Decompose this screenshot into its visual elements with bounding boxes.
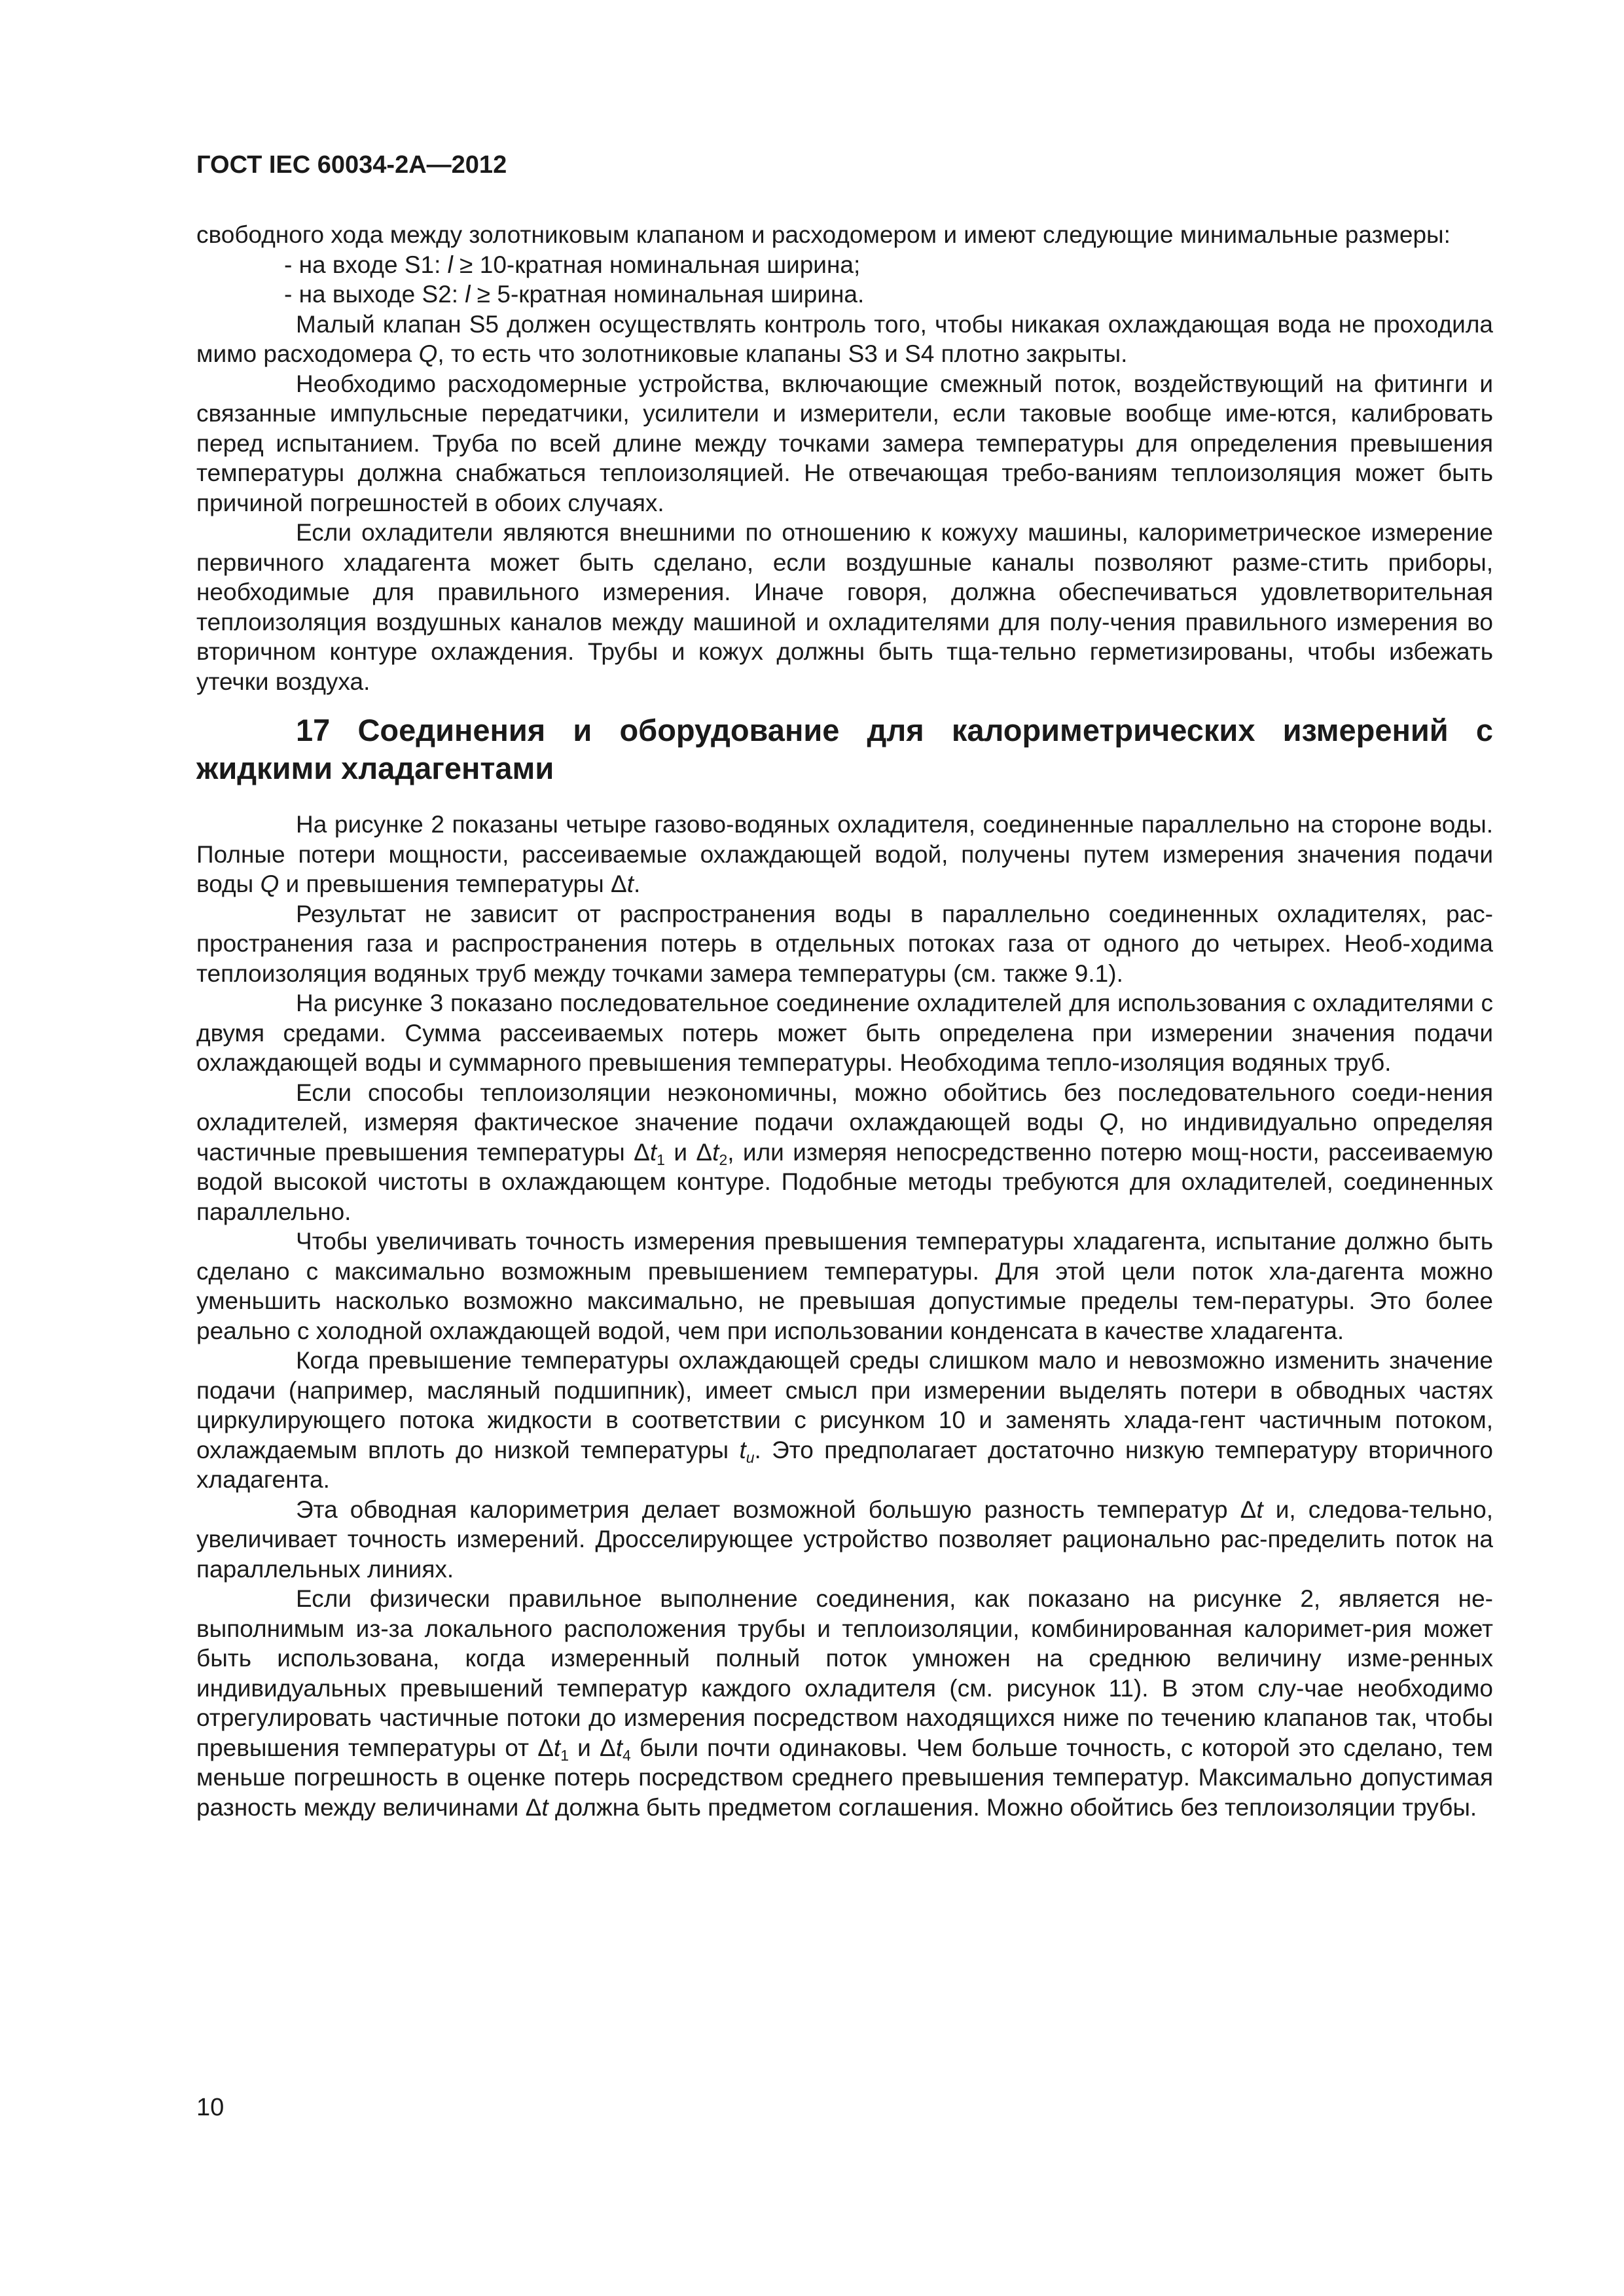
paragraph: Эта обводная калориметрия делает возможной большую разность температур Δt и, следова-тельно, увеличивает точность измерений. Дросселирующее устройство позволяет рационально рас-пределить поток на параллельных линиях. (196, 1496, 1493, 1583)
document-code-header: ГОСТ IEC 60034-2А—2012 (196, 151, 507, 179)
paragraph: Когда превышение температуры охлаждающей среды слишком мало и невозможно изменить значение подачи (например, масляный подшипник), имеет смысл при измерении выделять потери в обводных частях циркулирующего потока жидкости в соответствии с рисунком 10 и заменять хлада-гент частичным потоком, охлаждаемым вплоть до низкой температуры $t_u$. Это предполагает достаточно низкую температуру вторичного хладагента. (196, 1347, 1493, 1493)
page-number: 10 (196, 2094, 225, 2121)
paragraph: Необходимо расходомерные устройства, включающие смежный поток, воздействующий на фитинги и связанные импульсные передатчики, усилители и измерители, если таковые вообще име-ются, калибровать перед испытанием. Труба по всей длине между точками замера температуры для определения превышения температуры должна снабжаться теплоизоляцией. Не отвечающая требо-ваниям теплоизоляция может быть причиной погрешностей в обоих случаях. (196, 370, 1493, 516)
paragraph: Результат не зависит от распространения воды в параллельно соединенных охладителях, рас-пространения газа и распространения потерь в отдельных потоках газа от одного до четырех. Необ-ходима теплоизоляция водяных труб между точками замера температуры (см. также 9.1). (196, 900, 1493, 987)
document-body (196, 220, 1493, 1822)
paragraph: Если охладители являются внешними по отношению к кожуху машины, калориметрическое измерение первичного хладагента может быть сделано, если воздушные каналы позволяют разме-стить приборы, необходимые для правильного измерения. Иначе говоря, должна обеспечиваться удовлетворительная теплоизоляция воздушных каналов между машиной и охладителями для полу-чения правильного измерения во вторичном контуре охлаждения. Трубы и кожух должны быть тща-тельно герметизированы, чтобы избежать утечки воздуха. (196, 519, 1493, 695)
paragraph: свободного хода между золотниковым клапаном и расходомером и имеют следующие минимальные размеры: (196, 221, 1451, 248)
document-page (196, 149, 1493, 1822)
paragraph: Чтобы увеличивать точность измерения превышения температуры хладагента, испытание должно быть сделано с максимально возможным превышением температуры. Для этой цели поток хла-дагента можно уменьшить насколько возможно максимально, не превышая допустимые пределы тем-пературы. Это более реально с холодной охлаждающей водой, чем при использовании конденсата в качестве хладагента. (196, 1228, 1493, 1344)
paragraph: Малый клапан S5 должен осуществлять контроль того, чтобы никакая охлаждающая вода не проходила мимо расходомера Q, то есть что золотниковые клапаны S3 и S4 плотно закрыты. (196, 310, 1493, 367)
paragraph: Если способы теплоизоляции неэкономичны, можно обойтись без последовательного соеди-нения охладителей, измеряя фактическое значение подачи охлаждающей воды Q, но индивидуально определяя частичные превышения температуры $\Delta t_1$ и $\Delta t_2$, или измеряя непосредственно потерю мощ-ности, рассеиваемую водой высокой чистоты в охлаждающем контуре. Подобные методы требуются для охладителей, соединенных параллельно. (196, 1079, 1493, 1225)
paragraph: На рисунке 2 показаны четыре газово-водяных охладителя, соединенные параллельно на стороне воды. Полные потери мощности, рассеиваемые охлаждающей водой, получены путем измерения значения подачи воды Q и превышения температуры Δt. (196, 811, 1493, 897)
list-item: - на выходе S2: l ≥ 5-кратная номинальная ширина. (284, 281, 865, 308)
section-heading: 17 Соединения и оборудование для калориметрических измерений с жидкими хладагентами (196, 713, 1493, 785)
list-item: - на входе S1: l ≥ 10-кратная номинальная ширина; (284, 251, 861, 278)
paragraph: Если физически правильное выполнение соединения, как показано на рисунке 2, является не-выполнимым из-за локального расположения трубы и теплоизоляции, комбинированная калоримет-рия может быть использована, когда измеренный полный поток умножен на среднюю величину изме-ренных индивидуальных превышений температур каждого охладителя (см. рисунок 11). В этом слу-чае необходимо отрегулировать частичные потоки до измерения посредством находящихся ниже по течению клапанов так, чтобы превышения температуры от $\Delta t_1$ и $\Delta t_4$ были почти одинаковы. Чем больше точность, с которой это сделано, тем меньше погрешность в оценке потерь посредством среднего превышения температур. Максимально допустимая разность между величинами Δt должна быть предметом соглашения. Можно обойтись без теплоизоляции трубы. (196, 1585, 1493, 1821)
paragraph: На рисунке 3 показано последовательное соединение охладителей для использования с охладителями с двумя средами. Сумма рассеиваемых потерь может быть определена при измерении значения подачи охлаждающей воды и суммарного превышения температуры. Необходима тепло-изоляция водяных труб. (196, 990, 1493, 1076)
